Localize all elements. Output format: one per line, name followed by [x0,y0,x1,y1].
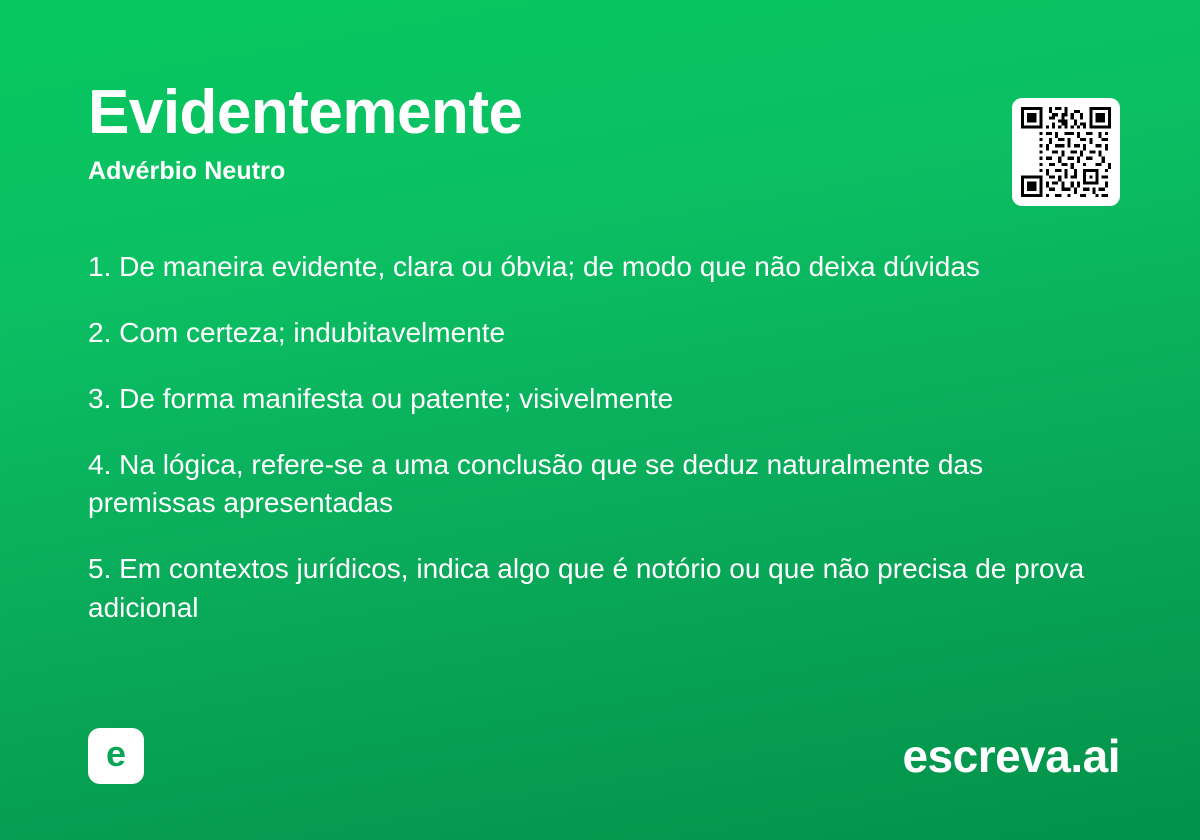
card-footer [88,728,1120,784]
card-content [88,80,1120,800]
definition-item: 1. De maneira evidente, clara ou óbvia; de modo que não deixa dúvidas [88,251,980,283]
part-of-speech-label: Advérbio Neutro [88,157,286,186]
definition-item: 3. De forma manifesta ou patente; visivelmente [88,383,674,415]
definitions-list [88,248,1120,627]
word-title: Evidentemente [88,78,523,147]
escreva-logo-icon: e [88,728,144,784]
definition-item: 4. Na lógica, refere-se a uma conclusão que se deduz naturalmente das premissas apresentadas [88,449,983,519]
definition-item: 5. Em contextos jurídicos, indica algo que é notório ou que não precisa de prova adicional [88,553,1085,623]
card-header [88,80,1120,186]
definition-item: 2. Com certeza; indubitavelmente [88,317,506,349]
qr-code-icon[interactable] [1012,98,1120,206]
brand-name: escreva.ai [902,730,1120,782]
